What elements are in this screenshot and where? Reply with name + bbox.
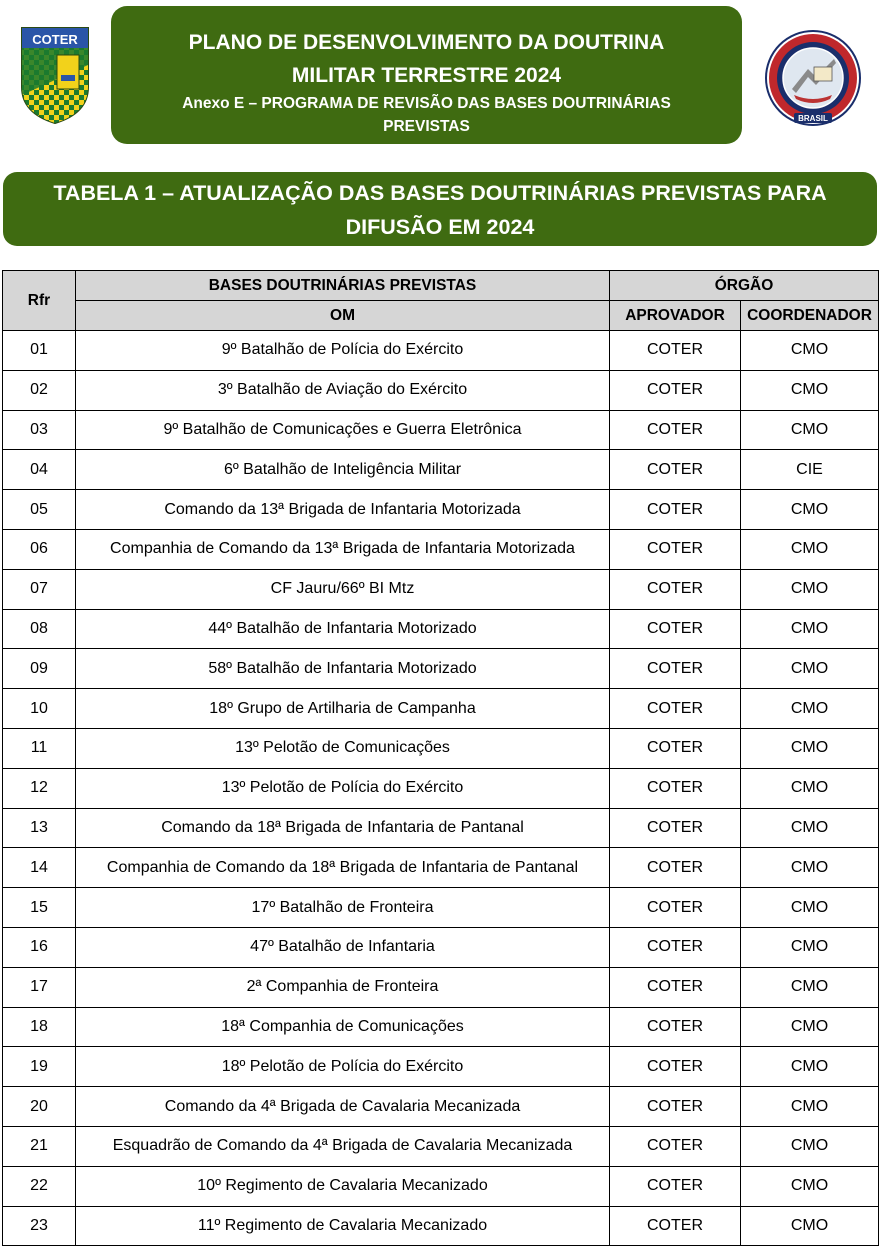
cell-om: 9º Batalhão de Comunicações e Guerra Eletrônica xyxy=(76,410,610,450)
cell-coordenador: CMO xyxy=(741,569,879,609)
cell-rfr: 17 xyxy=(3,967,76,1007)
cell-aprovador: COTER xyxy=(610,1126,741,1166)
cell-om: 44º Batalhão de Infantaria Motorizado xyxy=(76,609,610,649)
cell-aprovador: COTER xyxy=(610,689,741,729)
cell-aprovador: COTER xyxy=(610,609,741,649)
cell-coordenador: CMO xyxy=(741,370,879,410)
header-om: OM xyxy=(76,301,610,331)
table-row xyxy=(3,331,879,371)
table-row xyxy=(3,728,879,768)
cell-rfr: 05 xyxy=(3,490,76,530)
table-row xyxy=(3,529,879,569)
cell-coordenador: CMO xyxy=(741,1087,879,1127)
cell-aprovador: COTER xyxy=(610,848,741,888)
cell-coordenador: CMO xyxy=(741,1206,879,1246)
cell-aprovador: COTER xyxy=(610,649,741,689)
cell-aprovador: COTER xyxy=(610,1206,741,1246)
document-header xyxy=(111,6,742,144)
table-row xyxy=(3,649,879,689)
table-row xyxy=(3,450,879,490)
cell-coordenador: CMO xyxy=(741,1007,879,1047)
cell-coordenador: CMO xyxy=(741,848,879,888)
coter-shield-logo xyxy=(19,25,91,125)
header-subtitle-line1: Anexo E – PROGRAMA DE REVISÃO DAS BASES DOUTRINÁRIAS xyxy=(182,95,671,112)
table-row xyxy=(3,1206,879,1246)
cell-rfr: 16 xyxy=(3,927,76,967)
cell-coordenador: CMO xyxy=(741,331,879,371)
header-subtitle-line2: PREVISTAS xyxy=(383,118,470,135)
cell-coordenador: CMO xyxy=(741,1166,879,1206)
cell-om: 13º Pelotão de Comunicações xyxy=(76,728,610,768)
table-row xyxy=(3,1007,879,1047)
table-row xyxy=(3,927,879,967)
cell-aprovador: COTER xyxy=(610,529,741,569)
cell-rfr: 02 xyxy=(3,370,76,410)
cell-rfr: 04 xyxy=(3,450,76,490)
cell-rfr: 21 xyxy=(3,1126,76,1166)
cell-rfr: 09 xyxy=(3,649,76,689)
cell-om: 18ª Companhia de Comunicações xyxy=(76,1007,610,1047)
header-bases: BASES DOUTRINÁRIAS PREVISTAS xyxy=(76,271,610,301)
cell-om: 18º Grupo de Artilharia de Campanha xyxy=(76,689,610,729)
cell-om: Esquadrão de Comando da 4ª Brigada de Cavalaria Mecanizada xyxy=(76,1126,610,1166)
cell-om: Comando da 18ª Brigada de Infantaria de Pantanal xyxy=(76,808,610,848)
cell-om: Companhia de Comando da 13ª Brigada de Infantaria Motorizada xyxy=(76,529,610,569)
header-orgao: ÓRGÃO xyxy=(610,271,879,301)
table-row xyxy=(3,1047,879,1087)
cell-coordenador: CMO xyxy=(741,410,879,450)
cell-aprovador: COTER xyxy=(610,450,741,490)
cell-aprovador: COTER xyxy=(610,1087,741,1127)
table-title-line1: TABELA 1 – ATUALIZAÇÃO DAS BASES DOUTRINÁRIAS PREVISTAS PARA xyxy=(53,181,827,205)
cell-coordenador: CMO xyxy=(741,490,879,530)
header-aprovador: APROVADOR xyxy=(610,301,741,331)
table-row xyxy=(3,370,879,410)
table-row xyxy=(3,967,879,1007)
doctrine-center-seal-logo xyxy=(764,29,862,127)
cell-om: Companhia de Comando da 18ª Brigada de Infantaria de Pantanal xyxy=(76,848,610,888)
cell-coordenador: CMO xyxy=(741,728,879,768)
table-row xyxy=(3,490,879,530)
table-title-line2: DIFUSÃO EM 2024 xyxy=(345,215,535,239)
cell-aprovador: COTER xyxy=(610,888,741,928)
doctrinal-bases-table xyxy=(2,270,879,1246)
table-row xyxy=(3,569,879,609)
cell-coordenador: CMO xyxy=(741,1126,879,1166)
cell-aprovador: COTER xyxy=(610,927,741,967)
cell-aprovador: COTER xyxy=(610,1047,741,1087)
cell-rfr: 19 xyxy=(3,1047,76,1087)
cell-coordenador: CMO xyxy=(741,768,879,808)
cell-coordenador: CMO xyxy=(741,808,879,848)
table-body xyxy=(3,331,879,1246)
cell-om: 47º Batalhão de Infantaria xyxy=(76,927,610,967)
header-title-line1: PLANO DE DESENVOLVIMENTO DA DOUTRINA xyxy=(188,31,665,54)
cell-om: 18º Pelotão de Polícia do Exército xyxy=(76,1047,610,1087)
header-title-line2: MILITAR TERRESTRE 2024 xyxy=(291,64,562,87)
table-title xyxy=(3,172,877,246)
cell-rfr: 06 xyxy=(3,529,76,569)
cell-om: 58º Batalhão de Infantaria Motorizado xyxy=(76,649,610,689)
table-row xyxy=(3,808,879,848)
cell-om: CF Jauru/66º BI Mtz xyxy=(76,569,610,609)
cell-rfr: 22 xyxy=(3,1166,76,1206)
cell-coordenador: CMO xyxy=(741,888,879,928)
cell-aprovador: COTER xyxy=(610,967,741,1007)
header-coordenador: COORDENADOR xyxy=(741,301,879,331)
cell-aprovador: COTER xyxy=(610,490,741,530)
cell-om: 2ª Companhia de Fronteira xyxy=(76,967,610,1007)
cell-coordenador: CMO xyxy=(741,1047,879,1087)
header-rfr: Rfr xyxy=(3,271,76,331)
cell-rfr: 01 xyxy=(3,331,76,371)
cell-om: 3º Batalhão de Aviação do Exército xyxy=(76,370,610,410)
cell-om: 6º Batalhão de Inteligência Militar xyxy=(76,450,610,490)
cell-rfr: 08 xyxy=(3,609,76,649)
cell-coordenador: CMO xyxy=(741,689,879,729)
cell-aprovador: COTER xyxy=(610,1007,741,1047)
cell-aprovador: COTER xyxy=(610,728,741,768)
table-row xyxy=(3,1087,879,1127)
cell-rfr: 10 xyxy=(3,689,76,729)
cell-aprovador: COTER xyxy=(610,808,741,848)
cell-rfr: 23 xyxy=(3,1206,76,1246)
cell-om: 10º Regimento de Cavalaria Mecanizado xyxy=(76,1166,610,1206)
cell-coordenador: CMO xyxy=(741,967,879,1007)
cell-aprovador: COTER xyxy=(610,370,741,410)
cell-rfr: 11 xyxy=(3,728,76,768)
cell-rfr: 20 xyxy=(3,1087,76,1127)
table-row xyxy=(3,768,879,808)
cell-aprovador: COTER xyxy=(610,410,741,450)
table-row xyxy=(3,609,879,649)
table-row xyxy=(3,689,879,729)
cell-om: 9º Batalhão de Polícia do Exército xyxy=(76,331,610,371)
cell-coordenador: CIE xyxy=(741,450,879,490)
cell-rfr: 07 xyxy=(3,569,76,609)
cell-rfr: 18 xyxy=(3,1007,76,1047)
cell-rfr: 14 xyxy=(3,848,76,888)
cell-aprovador: COTER xyxy=(610,768,741,808)
cell-om: Comando da 13ª Brigada de Infantaria Motorizada xyxy=(76,490,610,530)
cell-rfr: 15 xyxy=(3,888,76,928)
cell-aprovador: COTER xyxy=(610,331,741,371)
cell-om: 13º Pelotão de Polícia do Exército xyxy=(76,768,610,808)
cell-rfr: 12 xyxy=(3,768,76,808)
table-row xyxy=(3,848,879,888)
cell-om: 17º Batalhão de Fronteira xyxy=(76,888,610,928)
cell-om: Comando da 4ª Brigada de Cavalaria Mecanizada xyxy=(76,1087,610,1127)
cell-aprovador: COTER xyxy=(610,569,741,609)
cell-coordenador: CMO xyxy=(741,609,879,649)
logo-left-label: COTER xyxy=(32,32,78,47)
table-row xyxy=(3,1126,879,1166)
cell-coordenador: CMO xyxy=(741,649,879,689)
cell-aprovador: COTER xyxy=(610,1166,741,1206)
cell-rfr: 13 xyxy=(3,808,76,848)
logo-right-label: BRASIL xyxy=(798,114,828,123)
cell-coordenador: CMO xyxy=(741,529,879,569)
table-row xyxy=(3,1166,879,1206)
table-row xyxy=(3,410,879,450)
table-row xyxy=(3,888,879,928)
cell-om: 11º Regimento de Cavalaria Mecanizado xyxy=(76,1206,610,1246)
cell-rfr: 03 xyxy=(3,410,76,450)
cell-coordenador: CMO xyxy=(741,927,879,967)
